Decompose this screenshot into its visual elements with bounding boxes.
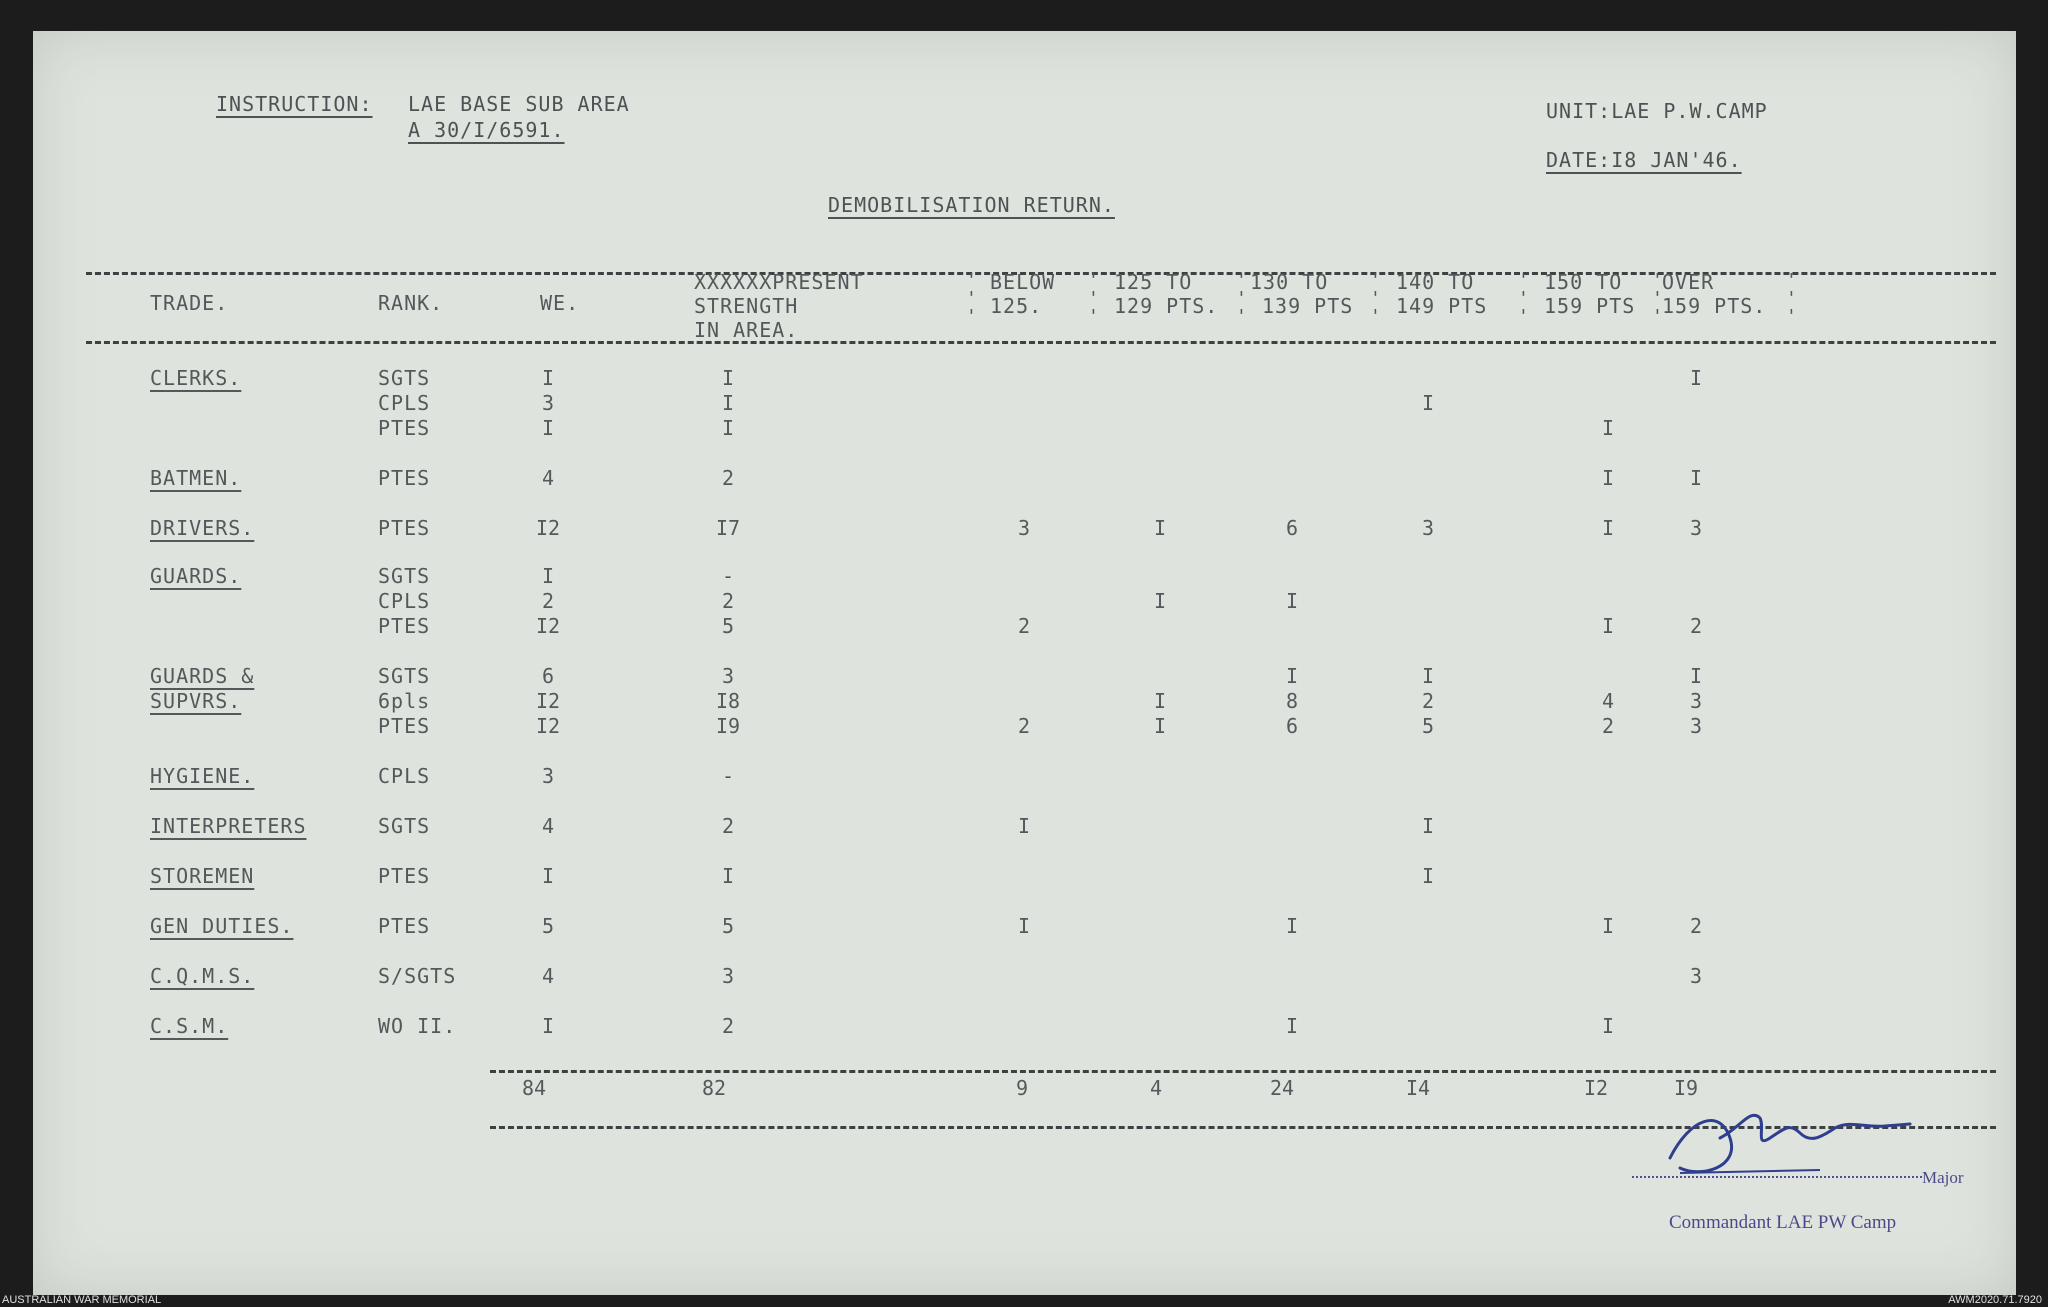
col-150-1: 150 TO	[1544, 270, 1623, 294]
footer-left: AUSTRALIAN WAR MEMORIAL	[2, 1294, 162, 1306]
col-over-1: OVER	[1662, 270, 1715, 294]
footer-right: AWM2020.71.7920	[1948, 1294, 2042, 1306]
b-cell: I	[1017, 914, 1031, 938]
c130-cell: I	[1285, 914, 1299, 938]
col-below-1: BELOW	[990, 270, 1056, 294]
we-cell: I	[541, 416, 555, 440]
present-cell: 2	[721, 1014, 735, 1038]
rank-cell: PTES	[378, 516, 431, 540]
total-b: 9	[1015, 1076, 1029, 1100]
we-cell: I2	[535, 714, 561, 738]
total-c125: 4	[1149, 1076, 1163, 1100]
col-trade: TRADE.	[150, 291, 229, 315]
rank-cell: WO II.	[378, 1014, 457, 1038]
c140-cell: I	[1421, 814, 1435, 838]
we-cell: 4	[541, 964, 555, 988]
col-125-1: 125 TO	[1114, 270, 1193, 294]
signature-rank: Major	[1922, 1168, 1964, 1187]
c140-cell: I	[1421, 864, 1435, 888]
present-cell: 2	[721, 466, 735, 490]
rank-cell: SGTS	[378, 564, 431, 588]
rank-cell: PTES	[378, 914, 431, 938]
col-150-2: 159 PTS	[1544, 294, 1636, 318]
col-separator: ' ' '	[1786, 270, 1797, 327]
trade-cell: CLERKS.	[150, 366, 242, 390]
signature-role: Commandant LAE PW Camp	[1669, 1212, 1897, 1233]
we-cell: 6	[541, 664, 555, 688]
c125-cell: I	[1153, 714, 1167, 738]
c150-cell: 2	[1601, 714, 1615, 738]
total-over: I9	[1673, 1076, 1699, 1100]
trade-cell: INTERPRETERS	[150, 814, 307, 838]
we-cell: I	[541, 366, 555, 390]
present-cell: I	[721, 864, 735, 888]
col-130-1: 130 TO	[1250, 270, 1329, 294]
present-cell: 2	[721, 814, 735, 838]
present-cell: I	[721, 366, 735, 390]
col-over-2: 159 PTS.	[1662, 294, 1767, 318]
we-cell: I	[541, 564, 555, 588]
c125-cell: I	[1153, 516, 1167, 540]
trade-cell: GUARDS.	[150, 564, 242, 588]
trade-cell: STOREMEN	[150, 864, 255, 888]
over-cell: 3	[1689, 689, 1703, 713]
c130-cell: 8	[1285, 689, 1299, 713]
b-cell: 2	[1017, 714, 1031, 738]
c140-cell: 3	[1421, 516, 1435, 540]
c150-cell: I	[1601, 416, 1615, 440]
present-cell: -	[721, 564, 735, 588]
over-cell: I	[1689, 366, 1703, 390]
over-cell: 3	[1689, 516, 1703, 540]
col-we: WE.	[540, 291, 580, 315]
present-cell: 5	[721, 614, 735, 638]
c150-cell: 4	[1601, 689, 1615, 713]
total-we: 84	[521, 1076, 547, 1100]
col-present-3: IN AREA.	[694, 318, 799, 342]
rank-cell: PTES	[378, 864, 431, 888]
b-cell: 2	[1017, 614, 1031, 638]
rank-cell: S/SGTS	[378, 964, 457, 988]
c140-cell: I	[1421, 391, 1435, 415]
trade-cell: GEN DUTIES.	[150, 914, 294, 938]
col-present-2: STRENGTH	[694, 294, 799, 318]
c150-cell: I	[1601, 1014, 1615, 1038]
b-cell: 3	[1017, 516, 1031, 540]
we-cell: I2	[535, 516, 561, 540]
trade-cell: BATMEN.	[150, 466, 242, 490]
we-cell: 2	[541, 589, 555, 613]
c130-cell: I	[1285, 1014, 1299, 1038]
present-cell: I9	[715, 714, 741, 738]
present-cell: I7	[715, 516, 741, 540]
c125-cell: I	[1153, 589, 1167, 613]
we-cell: 3	[541, 764, 555, 788]
rank-cell: PTES	[378, 714, 431, 738]
present-cell: 2	[721, 589, 735, 613]
col-separator: ' ' '	[1518, 270, 1529, 327]
trade-cell: SUPVRS.	[150, 689, 242, 713]
we-cell: 5	[541, 914, 555, 938]
rank-cell: PTES	[378, 416, 431, 440]
date-label: DATE:I8 JAN'46.	[1546, 148, 1742, 172]
instruction-label: INSTRUCTION:	[216, 92, 373, 116]
c150-cell: I	[1601, 914, 1615, 938]
rank-cell: SGTS	[378, 366, 431, 390]
col-rank: RANK.	[378, 291, 444, 315]
trade-cell: GUARDS &	[150, 664, 255, 688]
col-separator: ' ' '	[1236, 270, 1247, 327]
present-cell: 5	[721, 914, 735, 938]
rank-cell: PTES	[378, 614, 431, 638]
over-cell: 2	[1689, 914, 1703, 938]
trade-cell: DRIVERS.	[150, 516, 255, 540]
col-present-1: XXXXXXPRESENT	[694, 270, 864, 294]
we-cell: 4	[541, 814, 555, 838]
total-c140: I4	[1405, 1076, 1431, 1100]
signature-line	[1632, 1176, 1922, 1178]
c150-cell: I	[1601, 466, 1615, 490]
c125-cell: I	[1153, 689, 1167, 713]
present-cell: 3	[721, 664, 735, 688]
c130-cell: 6	[1285, 714, 1299, 738]
c140-cell: 2	[1421, 689, 1435, 713]
signature-image	[1660, 1098, 1930, 1188]
total-c130: 24	[1269, 1076, 1295, 1100]
rank-cell: SGTS	[378, 814, 431, 838]
present-cell: I8	[715, 689, 741, 713]
over-cell: 3	[1689, 714, 1703, 738]
over-cell: I	[1689, 664, 1703, 688]
document-title: DEMOBILISATION RETURN.	[828, 193, 1115, 217]
c130-cell: 6	[1285, 516, 1299, 540]
present-cell: I	[721, 391, 735, 415]
rank-cell: CPLS	[378, 391, 431, 415]
over-cell: 2	[1689, 614, 1703, 638]
c150-cell: I	[1601, 614, 1615, 638]
we-cell: I2	[535, 689, 561, 713]
col-separator: ' ' '	[966, 270, 977, 327]
total-c150: I2	[1583, 1076, 1609, 1100]
col-140-1: 140 TO	[1396, 270, 1475, 294]
c140-cell: 5	[1421, 714, 1435, 738]
b-cell: I	[1017, 814, 1031, 838]
col-separator: ' ' '	[1652, 270, 1663, 327]
c150-cell: I	[1601, 516, 1615, 540]
rank-cell: CPLS	[378, 764, 431, 788]
unit-label: UNIT:LAE P.W.CAMP	[1546, 99, 1768, 123]
col-130-2: 139 PTS	[1262, 294, 1354, 318]
trade-cell: C.Q.M.S.	[150, 964, 255, 988]
col-125-2: 129 PTS.	[1114, 294, 1219, 318]
col-separator: ' ' '	[1088, 270, 1099, 327]
rank-cell: CPLS	[378, 589, 431, 613]
over-cell: 3	[1689, 964, 1703, 988]
we-cell: 3	[541, 391, 555, 415]
trade-cell: HYGIENE.	[150, 764, 255, 788]
rank-cell: PTES	[378, 466, 431, 490]
over-cell: I	[1689, 466, 1703, 490]
trade-cell: C.S.M.	[150, 1014, 229, 1038]
present-cell: I	[721, 416, 735, 440]
we-cell: 4	[541, 466, 555, 490]
c140-cell: I	[1421, 664, 1435, 688]
col-140-2: 149 PTS	[1396, 294, 1488, 318]
present-cell: 3	[721, 964, 735, 988]
c130-cell: I	[1285, 589, 1299, 613]
instruction-line2: A 30/I/6591.	[408, 118, 565, 142]
rank-cell: 6pls	[378, 689, 431, 713]
we-cell: I	[541, 864, 555, 888]
col-separator: ' ' '	[1370, 270, 1381, 327]
we-cell: I2	[535, 614, 561, 638]
instruction-line1: LAE BASE SUB AREA	[408, 92, 630, 116]
rank-cell: SGTS	[378, 664, 431, 688]
c130-cell: I	[1285, 664, 1299, 688]
present-cell: -	[721, 764, 735, 788]
total-present: 82	[701, 1076, 727, 1100]
col-below-2: 125.	[990, 294, 1043, 318]
totals-top-rule	[490, 1070, 1996, 1073]
table-header-rule	[86, 341, 1996, 344]
we-cell: I	[541, 1014, 555, 1038]
